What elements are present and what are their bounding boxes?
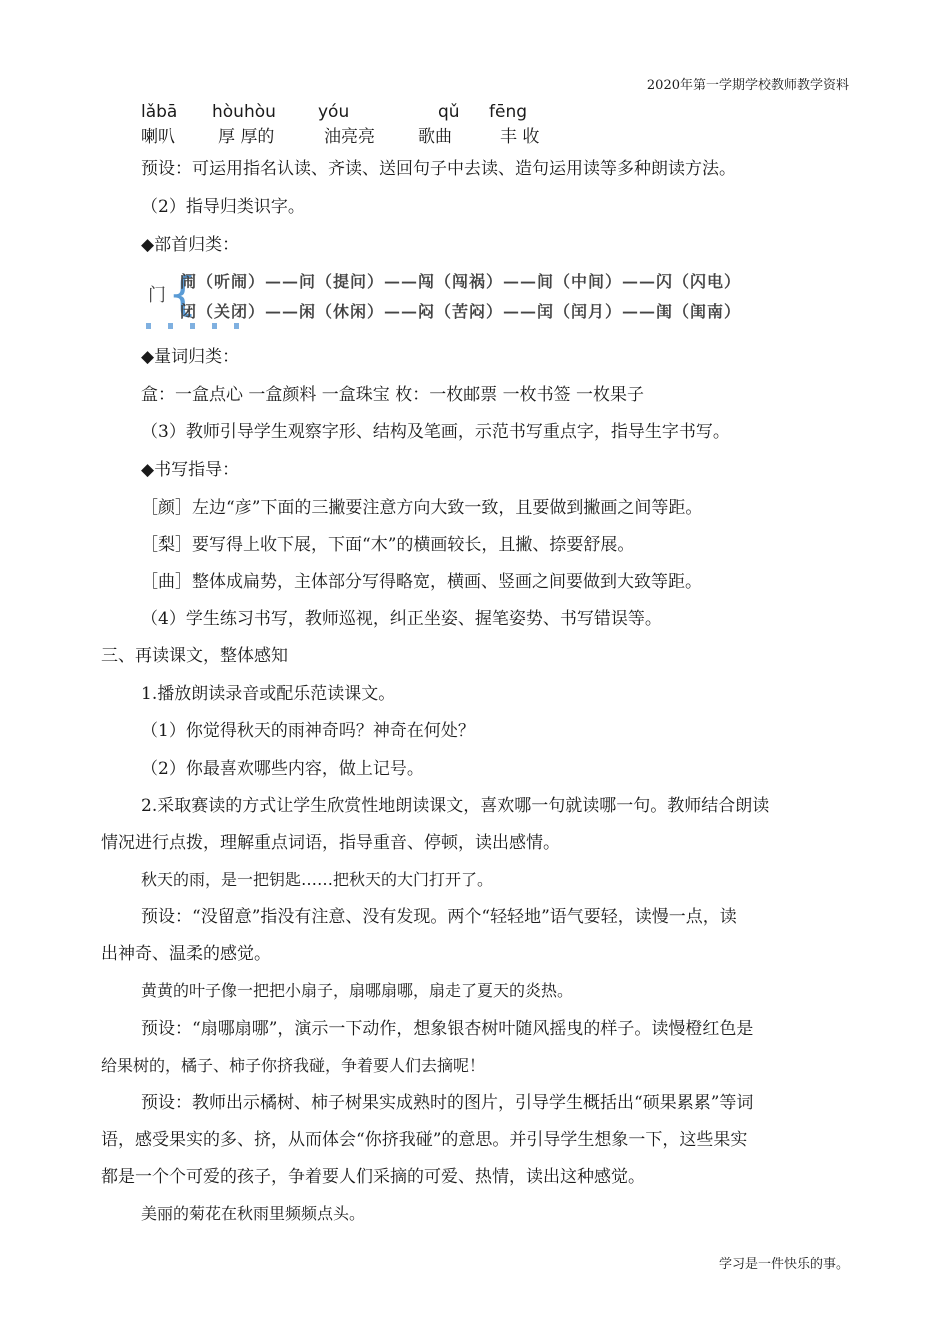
- paragraph: 情况进行点拨，理解重点词语，指导重音、停顿，读出感情。: [101, 833, 560, 853]
- paragraph: 出神奇、温柔的感觉。: [101, 944, 271, 964]
- word: 厚 厚的: [218, 127, 275, 147]
- paragraph: 2.采取赛读的方式让学生欣赏性地朗读课文，喜欢哪一句就读哪一句。教师结合朗读: [141, 796, 770, 816]
- pinyin: yóu: [318, 102, 350, 122]
- radical-char: 门: [148, 285, 166, 306]
- pinyin: fēng: [489, 102, 528, 122]
- radical-row: 闭（关闭）——闲（休闲）——闷（苦闷）——闰（闰月）——闺（闺南）: [180, 302, 742, 321]
- radical-row: 闹（听闹）——问（提问）——闯（闯祸）——间（中间）——闪（闪电）: [180, 272, 742, 291]
- paragraph: （2）你最喜欢哪些内容，做上记号。: [141, 759, 424, 779]
- section-label: ◆书写指导：: [141, 460, 240, 480]
- pinyin: lǎbā: [141, 102, 178, 122]
- quote: 秋天的雨，是一把钥匙……把秋天的大门打开了。: [141, 870, 494, 889]
- paragraph: （3）教师引导学生观察字形、结构及笔画，示范书写重点字，指导生字书写。: [141, 422, 730, 442]
- paragraph: 1.播放朗读录音或配乐范读课文。: [141, 684, 396, 704]
- paragraph: 预设：“没留意”指没有注意、没有发现。两个“轻轻地”语气要轻，读慢一点，读: [141, 907, 737, 927]
- quote: 给果树的，橘子、柿子你挤我碰，争着要人们去摘呢！: [101, 1056, 486, 1075]
- paragraph: 盒：一盒点心 一盒颜料 一盒珠宝 枚：一枚邮票 一枚书签 一枚果子: [141, 385, 645, 405]
- word: 丰 收: [500, 127, 540, 147]
- word: 喇叭: [141, 127, 175, 147]
- pinyin: hòuhòu: [212, 102, 276, 122]
- decorative-dots: [146, 323, 246, 329]
- paragraph: 预设：教师出示橘树、柿子树果实成熟时的图片，引导学生概括出“硕果累累”等词: [141, 1093, 754, 1113]
- radical-classification-figure: [142, 265, 752, 331]
- paragraph: ［颜］左边“彦”下面的三撇要注意方向大致一致，且要做到撇画之间等距。: [141, 498, 703, 518]
- brace-icon: {: [168, 267, 198, 321]
- paragraph: 预设：“扇哪扇哪”，演示一下动作，想象银杏树叶随风摇曳的样子。读慢橙红色是: [141, 1019, 754, 1039]
- paragraph: ［曲］整体成扁势，主体部分写得略宽，横画、竖画之间要做到大致等距。: [141, 572, 702, 592]
- paragraph: （4）学生练习书写，教师巡视，纠正坐姿、握笔姿势、书写错误等。: [141, 609, 662, 629]
- paragraph: 都是一个个可爱的孩子，争着要人们采摘的可爱、热情，读出这种感觉。: [101, 1167, 645, 1187]
- paragraph: 预设：可运用指名认读、齐读、送回句子中去读、造句运用读等多种朗读方法。: [141, 159, 736, 179]
- word: 歌曲: [418, 127, 452, 147]
- section-label: ◆部首归类：: [141, 235, 240, 255]
- quote: 美丽的菊花在秋雨里频频点头。: [141, 1204, 366, 1223]
- paragraph: （1）你觉得秋天的雨神奇吗？神奇在何处？: [141, 721, 475, 741]
- paragraph: 语，感受果实的多、挤，从而体会“你挤我碰”的意思。并引导学生想象一下，这些果实: [101, 1130, 748, 1150]
- page-footer: 学习是一件快乐的事。: [718, 1257, 849, 1272]
- paragraph: ［梨］要写得上收下展，下面“木”的横画较长，且撇、捺要舒展。: [141, 535, 635, 555]
- word: 油亮亮: [324, 127, 375, 147]
- section-heading: 三、再读课文，整体感知: [101, 646, 288, 666]
- section-label: ◆量词归类：: [141, 347, 240, 367]
- quote: 黄黄的叶子像一把把小扇子，扇哪扇哪，扇走了夏天的炎热。: [141, 981, 574, 1000]
- page-header: 2020年第一学期学校教师教学资料: [646, 78, 849, 93]
- pinyin: qǔ: [438, 102, 460, 122]
- paragraph: （2）指导归类识字。: [141, 197, 305, 217]
